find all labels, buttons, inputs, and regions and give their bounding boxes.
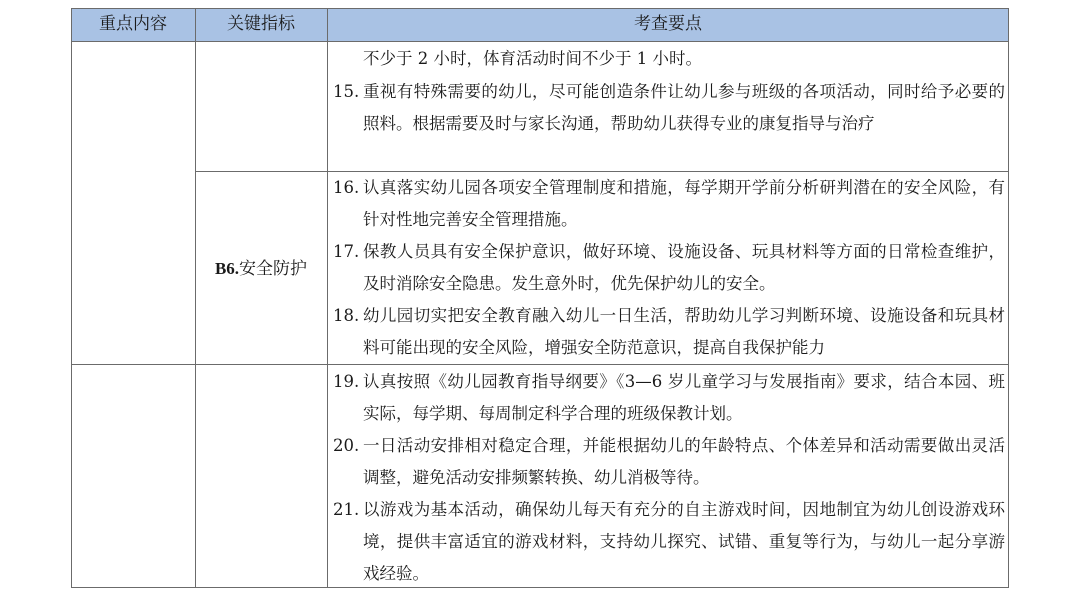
header-key-indicator: 关键指标 [227, 14, 295, 34]
item-text: 认真按照《幼儿园教育指导纲要》《3—6 岁儿童学习与发展指南》要求，结合本园、班实际，每学期、每周制定科学合理的班级保教计划。 [363, 372, 1005, 423]
item-number: 15. [333, 82, 360, 101]
item-number: 21. [333, 500, 360, 519]
indicator-name: 安全防护 [239, 259, 308, 279]
item-text: 一日活动安排相对稳定合理，并能根据幼儿的年龄特点、个体差异和活动需要做出灵活调整，避免活动安排频繁转换、幼儿消极等待。 [363, 436, 1005, 487]
column-divider-2 [327, 8, 328, 588]
row-divider-section-3 [71, 364, 1009, 365]
list-item [333, 236, 1005, 300]
list-item [333, 76, 1005, 140]
list-item [333, 430, 1005, 494]
item-text: 幼儿园切实把安全教育融入幼儿一日生活，帮助幼儿学习判断环境、设施设备和玩具材料可能出现的安全风险，增强安全防范意识，提高自我保护能力 [363, 306, 1005, 357]
table-border-right [1008, 8, 1009, 588]
item-text: 以游戏为基本活动，确保幼儿每天有充分的自主游戏时间，因地制宜为幼儿创设游戏环境，提供丰富适宜的游戏材料，支持幼儿探究、试错、重复等行为，与幼儿一起分享游戏经验。 [363, 500, 1005, 583]
item-text: 认真落实幼儿园各项安全管理制度和措施，每学期开学前分析研判潜在的安全风险，有针对性地完善安全管理措施。 [363, 178, 1005, 229]
key-indicator-b6 [195, 254, 327, 279]
item-number: 16. [333, 178, 360, 197]
item-number: 18. [333, 306, 360, 325]
indicator-code: B6. [214, 259, 240, 278]
list-item [333, 494, 1005, 590]
list-item [333, 300, 1005, 364]
list-item [333, 172, 1005, 236]
item-number: 19. [333, 372, 360, 391]
item-number: 17. [333, 242, 360, 261]
assessment-table [71, 8, 1009, 588]
table-border-top [71, 8, 1009, 9]
header-bottom-line [71, 41, 1009, 42]
column-divider-1 [195, 8, 196, 588]
header-assessment-points: 考查要点 [634, 14, 702, 34]
item-text: 保教人员具有安全保护意识，做好环境、设施设备、玩具材料等方面的日常检查维护，及时消除安全隐患。发生意外时，优先保护幼儿的安全。 [363, 242, 1005, 293]
item-number: 20. [333, 436, 360, 455]
item-text: 重视有特殊需要的幼儿，尽可能创造条件让幼儿参与班级的各项活动，同时给予必要的照料。根据需要及时与家长沟通，帮助幼儿获得专业的康复指导与治疗 [363, 82, 1005, 133]
table-border-left [71, 8, 72, 588]
table-header [71, 8, 1009, 41]
continuation-text: 不少于 2 小时，体育活动时间不少于 1 小时。 [363, 49, 702, 68]
header-key-content: 重点内容 [99, 14, 167, 34]
list-item [333, 366, 1005, 430]
